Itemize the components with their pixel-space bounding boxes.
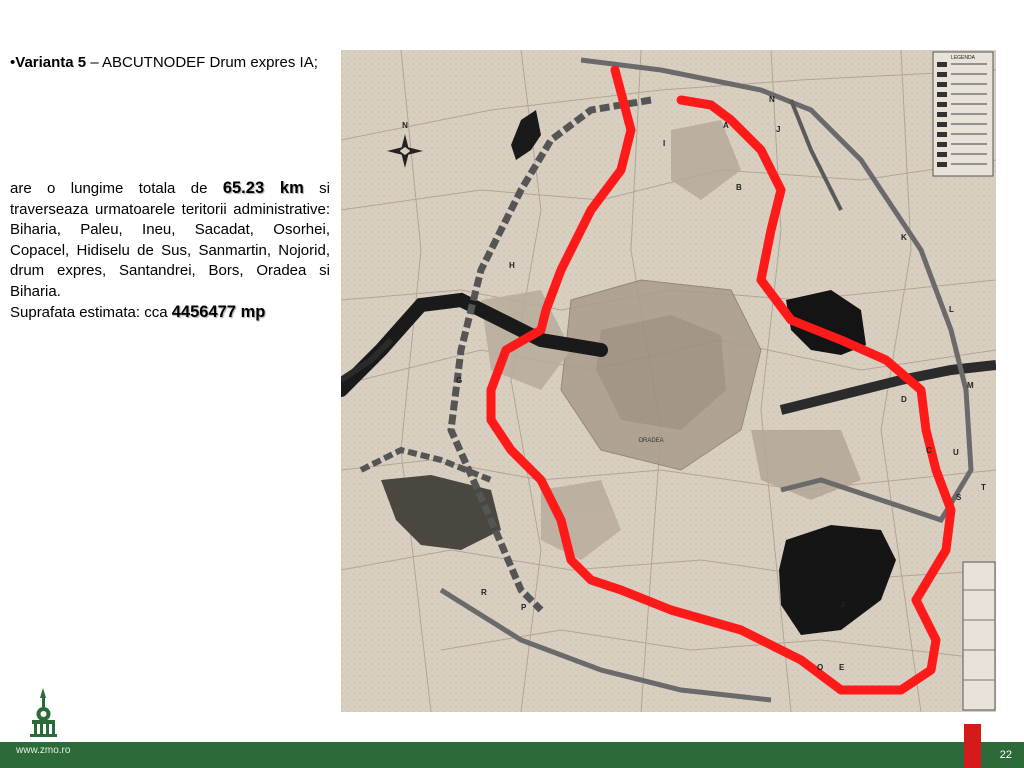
area-value: 4456477 mp — [171, 303, 266, 321]
red-accent-tab — [964, 724, 981, 768]
north-label: N — [402, 121, 408, 130]
route-letter: I — [663, 139, 666, 148]
bullet-char: • — [10, 54, 16, 71]
map-drawing — [341, 50, 996, 712]
route-letter: R — [481, 588, 487, 597]
length-value: 65.23 km — [222, 179, 304, 197]
route-letter: L — [949, 305, 954, 314]
route-letter: N — [769, 95, 775, 104]
route-letter: K — [901, 233, 907, 242]
route-letter: P — [521, 603, 527, 612]
route-letter: F — [841, 601, 846, 610]
page-number: 22 — [999, 749, 1012, 761]
slide-title — [10, 54, 332, 72]
description-paragraph — [10, 178, 330, 324]
route-letter: U — [953, 448, 959, 457]
city-label: ORADEA — [638, 438, 664, 444]
route-letter: J — [776, 125, 781, 134]
route-letter: B — [736, 183, 742, 192]
route-letter: S — [956, 493, 962, 502]
route-letter: O — [817, 663, 824, 672]
route-letter: E — [839, 663, 845, 672]
route-letter: M — [967, 381, 974, 390]
para-territories: si traverseaza urmatoarele teritorii administrative: Biharia, Paleu, Ineu, Sacadat, Osorhei, Copacel, Hidiselu de Sus, Sanmartin, Nojorid, drum expres, Santandrei, Bors, Oradea si Biharia. — [10, 180, 330, 300]
para-intro: are o lungime totala de — [10, 180, 223, 197]
route-letter: C — [926, 446, 932, 455]
title-block — [963, 562, 995, 710]
footer-bar — [0, 742, 1024, 768]
title-description: – ABCUTNODEF Drum expres IA; — [86, 54, 318, 71]
route-letter: G — [456, 376, 463, 385]
route-letter: T — [981, 483, 986, 492]
area-label: Suprafata estimata: cca — [10, 304, 172, 321]
route-letter: A — [723, 121, 729, 130]
route-letter: H — [509, 261, 515, 270]
legend-title: LEGENDA — [951, 55, 975, 61]
zmo-logo — [26, 686, 62, 738]
route-letter: D — [901, 395, 907, 404]
title-variant: Varianta 5 — [15, 54, 87, 71]
route-map — [341, 50, 996, 712]
footer-url: www.zmo.ro — [16, 745, 71, 756]
